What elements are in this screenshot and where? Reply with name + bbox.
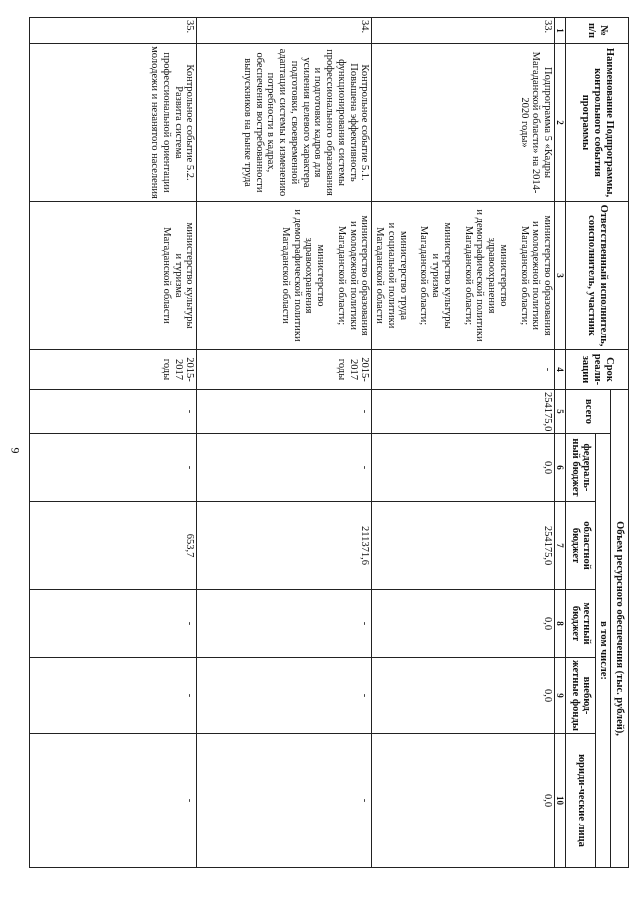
header-name: Наименование Подпрограммы, контрольного события программы: [566, 44, 629, 202]
extra-value: -: [197, 658, 372, 734]
col-number: 9: [555, 658, 566, 734]
regional-value: 254175,0: [372, 502, 555, 590]
regional-value: 653,7: [30, 502, 197, 590]
executor-line: и демографической политики: [291, 209, 303, 342]
executor-line: министерство культуры: [441, 222, 453, 329]
total-value: -: [30, 390, 197, 434]
executor-line: министерство: [497, 244, 509, 307]
executor-line: Магаданской области: [160, 227, 172, 324]
executor-line: министерство труда: [397, 230, 409, 321]
executor-line: Магаданской области;: [518, 225, 530, 326]
total-value: 254175,0: [372, 390, 555, 434]
executor-line: и туризма: [172, 253, 184, 298]
header-regional: областной бюджет: [566, 502, 596, 590]
table-row: [30, 18, 197, 868]
header-term: Срок реали-зации: [566, 350, 629, 390]
resource-table: [29, 17, 629, 868]
row-number: 35.: [30, 18, 197, 44]
executor-line: Магаданской области;: [418, 225, 430, 326]
extra-value: -: [30, 658, 197, 734]
term: 2015-2017 годы: [30, 350, 197, 390]
legal-value: -: [197, 734, 372, 868]
row-number: 33.: [372, 18, 555, 44]
regional-value: 211371,6: [197, 502, 372, 590]
executor-line: и социальной политики: [385, 222, 397, 329]
header-executor: Ответственный исполнитель, соисполнитель, участник: [566, 202, 629, 350]
legal-value: -: [30, 734, 197, 868]
executor-line: и молодежной политики: [530, 220, 542, 331]
header-local: местный бюджет: [566, 590, 596, 658]
executor-line: министерство: [315, 244, 327, 307]
header-num: № п/п: [566, 18, 629, 44]
rotated-page: [29, 17, 629, 867]
local-value: -: [197, 590, 372, 658]
executor-line: Магаданской области: [279, 227, 291, 324]
row-number: 34.: [197, 18, 372, 44]
col-number: 4: [555, 350, 566, 390]
total-value: -: [197, 390, 372, 434]
table-row: [197, 18, 372, 868]
executor: [30, 202, 197, 350]
col-number: 7: [555, 502, 566, 590]
header-volume: Объем ресурсного обеспечения (тыс. рублей),: [611, 390, 629, 868]
executor-line: здравоохранения: [303, 237, 315, 314]
term: 2015-2017 годы: [197, 350, 372, 390]
page-number: 9: [8, 447, 23, 454]
executor-line: министерство культуры: [184, 222, 196, 329]
executor-line: министерство образования: [542, 215, 554, 336]
term: -: [372, 350, 555, 390]
local-value: -: [30, 590, 197, 658]
col-number: 3: [555, 202, 566, 350]
executor: [372, 202, 555, 350]
program-name: Подпрограмма 5 «Кадры Магаданской области» на 2014-2020 годы»: [372, 44, 555, 202]
col-number: 8: [555, 590, 566, 658]
col-number: 2: [555, 44, 566, 202]
federal-value: -: [30, 434, 197, 502]
program-name: Контрольное событие 5.1. Повышена эффективность функционирования системы профессионального образования и подготовки кадров для усиления целевого характера подготовки, своевременной адаптации системы к изменению потребности в кадрах, обеспечения востребованности выпускников на рынке труда: [197, 44, 372, 202]
header-total: всего: [566, 390, 611, 434]
executor: [197, 202, 372, 350]
executor-line: и туризма: [430, 253, 442, 298]
executor-line: Магаданской области;: [335, 225, 347, 326]
table-row: [372, 18, 555, 868]
col-number: 5: [555, 390, 566, 434]
executor-line: Магаданской области;: [462, 225, 474, 326]
col-number: 6: [555, 434, 566, 502]
executor-line: Магаданской области: [374, 227, 386, 324]
legal-value: 0,0: [372, 734, 555, 868]
executor-line: здравоохранения: [486, 237, 498, 314]
executor-line: и молодежной политики: [347, 220, 359, 331]
executor-line: министерство образования: [359, 215, 371, 336]
header-extra: внебюд-жетные фонды: [566, 658, 596, 734]
local-value: 0,0: [372, 590, 555, 658]
program-name: Контрольное событие 5.2. Развита система профессиональной ориентации молодежи и незанятого населения: [30, 44, 197, 202]
header-legal: юриди-ческие лица: [566, 734, 596, 868]
col-number: 10: [555, 734, 566, 868]
federal-value: -: [197, 434, 372, 502]
header-federal: федераль-ный бюджет: [566, 434, 596, 502]
column-number-row: [555, 18, 566, 868]
extra-value: 0,0: [372, 658, 555, 734]
federal-value: 0,0: [372, 434, 555, 502]
executor-line: и демографической политики: [474, 209, 486, 342]
header-incl: в том числе:: [596, 434, 611, 868]
col-number: 1: [555, 18, 566, 44]
